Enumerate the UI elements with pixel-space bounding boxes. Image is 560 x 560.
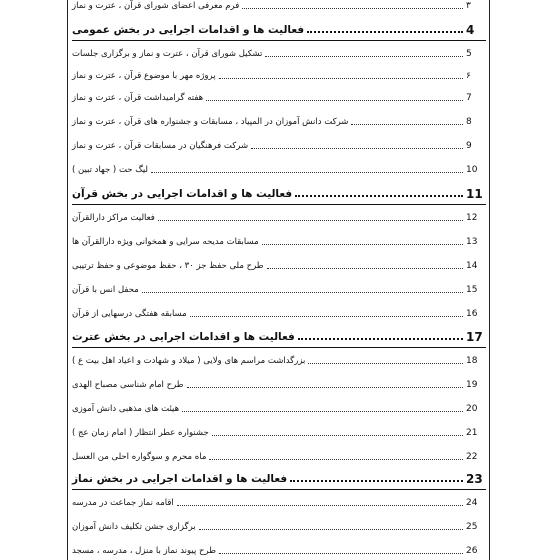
dot-leader — [262, 243, 463, 245]
toc-page-number: 9 — [466, 141, 472, 151]
toc-entry-title: ماه محرم و سوگواره احلی من العسل — [72, 452, 207, 462]
toc-entry-title: هفته گرامیداشت قرآن ، عترت و نماز — [72, 93, 204, 103]
toc-page-number: ۳ — [466, 1, 471, 11]
toc-section-heading — [72, 465, 488, 487]
dot-leader — [182, 410, 463, 412]
toc-entry-title: جشنواره عطر انتظار ( امام زمان عج ) — [72, 428, 209, 438]
toc-page-number: 12 — [466, 213, 478, 223]
dot-leader — [251, 147, 463, 149]
toc-page-number: 23 — [466, 472, 483, 486]
toc-page-number: 18 — [466, 356, 478, 366]
dot-leader — [158, 219, 463, 221]
dot-leader — [267, 267, 463, 269]
toc-page-number: 5 — [466, 49, 472, 59]
dot-leader — [219, 77, 463, 79]
toc-entry-title: تشکیل شورای قرآن ، عترت و نماز و برگزاری جلسات — [72, 49, 263, 59]
dot-leader — [351, 123, 463, 125]
dot-leader — [177, 504, 463, 506]
toc-entry — [72, 132, 488, 154]
dot-leader — [290, 479, 463, 482]
toc-entry-title: مسابقات مدیحه سرایی و همخوانی ویژه دارالقرآن ها — [72, 237, 259, 247]
toc-entry — [72, 62, 488, 84]
dot-leader — [295, 194, 463, 197]
toc-entry-title: اقامه نماز جماعت در مدرسه — [72, 498, 174, 508]
toc-page-number: 19 — [466, 380, 478, 390]
toc-entry — [72, 395, 488, 417]
toc-entry — [72, 443, 488, 465]
toc-entry-title: طرح پیوند نماز با منزل ، مدرسه ، مسجد — [72, 546, 216, 556]
toc-entry-title: شرکت دانش آموزان در المپیاد ، مسابقات و جشنواره های قرآن ، عترت و نماز — [72, 117, 349, 127]
toc-entry — [72, 513, 488, 535]
dot-leader — [212, 434, 463, 436]
toc-page-number: 14 — [466, 261, 478, 271]
toc-page-number: 16 — [466, 309, 478, 319]
toc-entry-title: شرکت فرهنگیان در مسابقات قرآن ، عترت و نماز — [72, 141, 249, 151]
toc-page-number: 13 — [466, 237, 478, 247]
dot-leader — [308, 362, 463, 364]
toc-entry-title: فعالیت ها و اقدامات اجرایی در بخش عمومی — [72, 24, 305, 36]
toc-entry — [72, 489, 488, 511]
dot-leader — [190, 315, 463, 317]
toc-page-number: 17 — [466, 330, 483, 344]
toc-entry-title: طرح امام شناسی مصباح الهدی — [72, 380, 184, 390]
toc-section-heading — [72, 16, 488, 38]
toc-entry-title: محفل انس با قرآن — [72, 285, 139, 295]
toc-page-number: 11 — [466, 187, 483, 201]
toc-entry-title: برگزاری جشن تکلیف دانش آموزان — [72, 522, 196, 532]
dot-leader — [265, 55, 463, 57]
toc-entry — [72, 347, 488, 369]
toc-page-number: 21 — [466, 428, 478, 438]
toc-page-number: 10 — [466, 165, 478, 175]
toc-entry — [72, 300, 488, 322]
toc-page-number: 15 — [466, 285, 478, 295]
toc-page-number: 20 — [466, 404, 478, 414]
toc-entry-title: بزرگداشت مراسم های ولایی ( میلاد و شهادت و اعیاد اهل بیت ع ) — [72, 356, 306, 366]
toc-entry — [72, 84, 488, 106]
toc-entry — [72, 108, 488, 130]
toc-page-number: 26 — [466, 546, 478, 556]
toc-entry-title: فعالیت ها و اقدامات اجرایی در بخش قرآن — [72, 188, 293, 200]
toc-page-number: 7 — [466, 93, 472, 103]
dot-leader — [206, 99, 463, 101]
dot-leader — [199, 528, 463, 530]
toc-entry-title: فعالیت ها و اقدامات اجرایی در بخش نماز — [72, 473, 288, 485]
toc-entry — [72, 204, 488, 226]
toc-entry — [72, 40, 488, 62]
dot-leader — [307, 30, 463, 33]
toc-entry — [72, 537, 488, 559]
dot-leader — [242, 7, 463, 9]
dot-leader — [209, 458, 463, 460]
dot-leader — [219, 552, 463, 554]
toc-entry-title: فعالیت ها و اقدامات اجرایی در بخش عترت — [72, 331, 295, 343]
dot-leader — [298, 337, 463, 340]
toc-entry — [72, 371, 488, 393]
toc-page-number: 25 — [466, 522, 478, 532]
toc-page-number: 24 — [466, 498, 478, 508]
dot-leader — [142, 291, 463, 293]
toc-entry — [72, 228, 488, 250]
toc-page-number: 22 — [466, 452, 478, 462]
toc-entry-title: فعالیت مراکز دارالقرآن — [72, 213, 155, 223]
toc-entry — [72, 419, 488, 441]
toc-entry — [72, 0, 488, 14]
toc-page-number: 4 — [466, 23, 475, 37]
toc-section-heading — [72, 180, 488, 202]
toc-entry — [72, 156, 488, 178]
toc-entry-title: طرح ملی حفظ جز ۳۰ ، حفظ موضوعی و حفظ ترتیبی — [72, 261, 264, 271]
toc-page-number: ۶ — [466, 71, 471, 81]
toc-entry — [72, 252, 488, 274]
toc-entry — [72, 276, 488, 298]
toc-entry-title: پروژه مهر با موضوع قرآن ، عترت و نماز — [72, 71, 216, 81]
toc-page-number: 8 — [466, 117, 472, 127]
toc-entry-title: فرم معرفی اعضای شورای قرآن ، عترت و نماز — [72, 1, 240, 11]
toc-entry-title: مسابقه هفتگی درسهایی از قرآن — [72, 309, 187, 319]
toc-entry-title: لیگ حت ( جهاد تبین ) — [72, 165, 149, 175]
toc-entry-title: هیئت های مذهبی دانش آموزی — [72, 404, 180, 414]
toc-section-heading — [72, 323, 488, 345]
dot-leader — [187, 386, 463, 388]
dot-leader — [151, 171, 463, 173]
